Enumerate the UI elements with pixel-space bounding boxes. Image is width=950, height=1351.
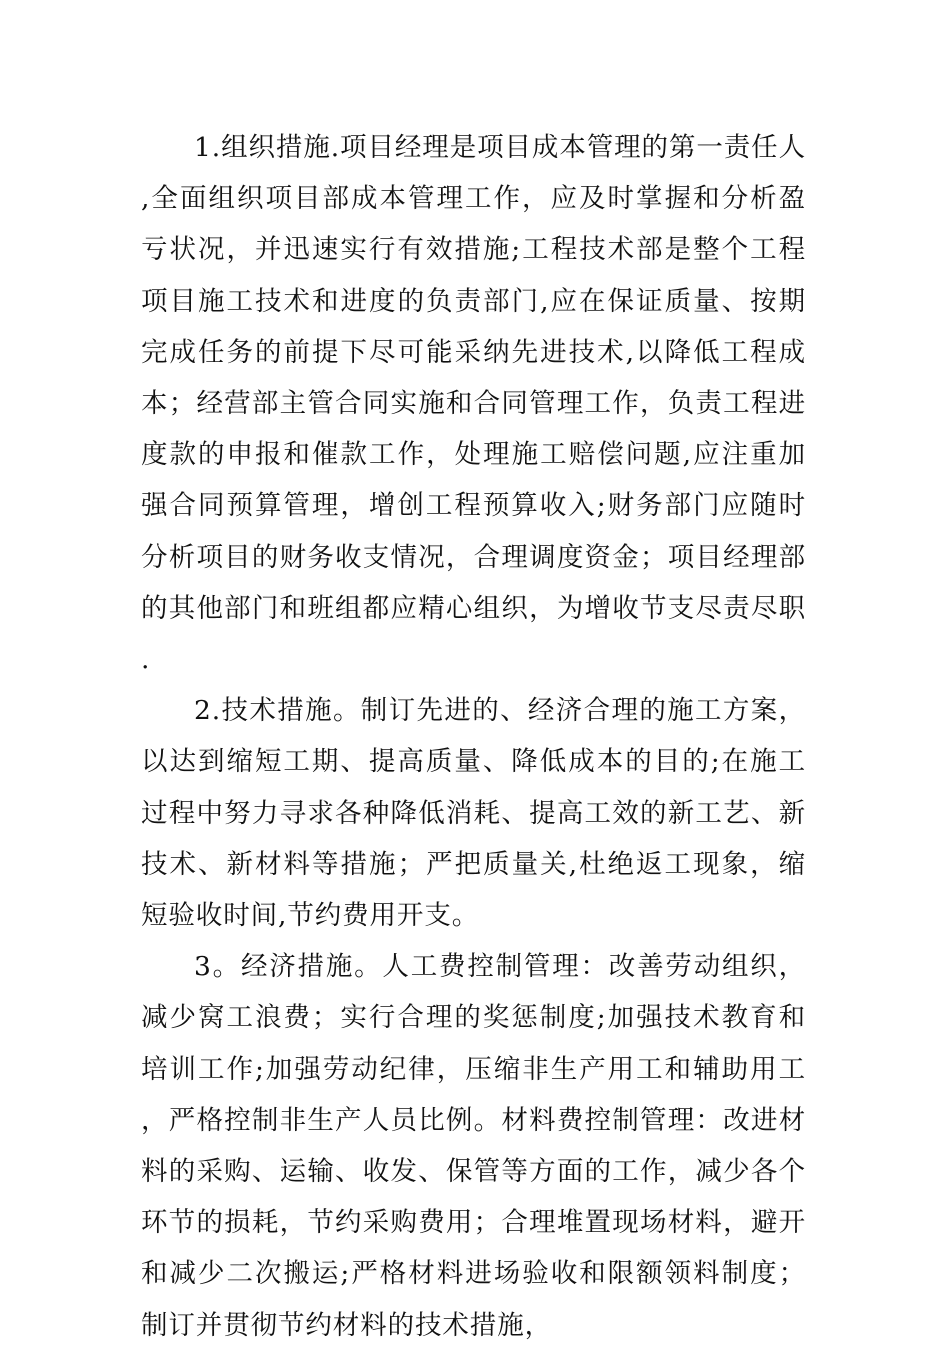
paragraph-economic-measures: 3。经济措施。人工费控制管理：改善劳动组织，减少窝工浪费；实行合理的奖惩制度;加强技术教育和培训工作;加强劳动纪律，压缩非生产用工和辅助用工，严格控制非生产人员比例。材料费控制管理：改进材料的采购、运输、收发、保管等方面的工作，减少各个环节的损耗，节约采购费用；合理堆置现场材料，避开和减少二次搬运;严格材料进场验收和限额领料制度；制订并贯彻节约材料的技术措施， [141, 951, 806, 1341]
paragraph-technical-measures: 2.技术措施。制订先进的、经济合理的施工方案，以达到缩短工期、提高质量、降低成本的目的;在施工过程中努力寻求各种降低消耗、提高工效的新工艺、新技术、新材料等措施；严把质量关,杜绝返工现象，缩短验收时间,节约费用开支。 [141, 695, 806, 932]
document-body [141, 122, 806, 1351]
paragraph-organizational-measures: 1.组织措施.项目经理是项目成本管理的第一责任人,全面组织项目部成本管理工作，应及时掌握和分析盈亏状况，并迅速实行有效措施;工程技术部是整个工程项目施工技术和进度的负责部门,应在保证质量、按期完成任务的前提下尽可能采纳先进技术,以降低工程成本；经营部主管合同实施和合同管理工作，负责工程进度款的申报和催款工作，处理施工赔偿问题,应注重加强合同预算管理，增创工程预算收入;财务部门应随时分析项目的财务收支情况，合理调度资金；项目经理部的其他部门和班组都应精心组织，为增收节支尽责尽职. [141, 132, 806, 676]
